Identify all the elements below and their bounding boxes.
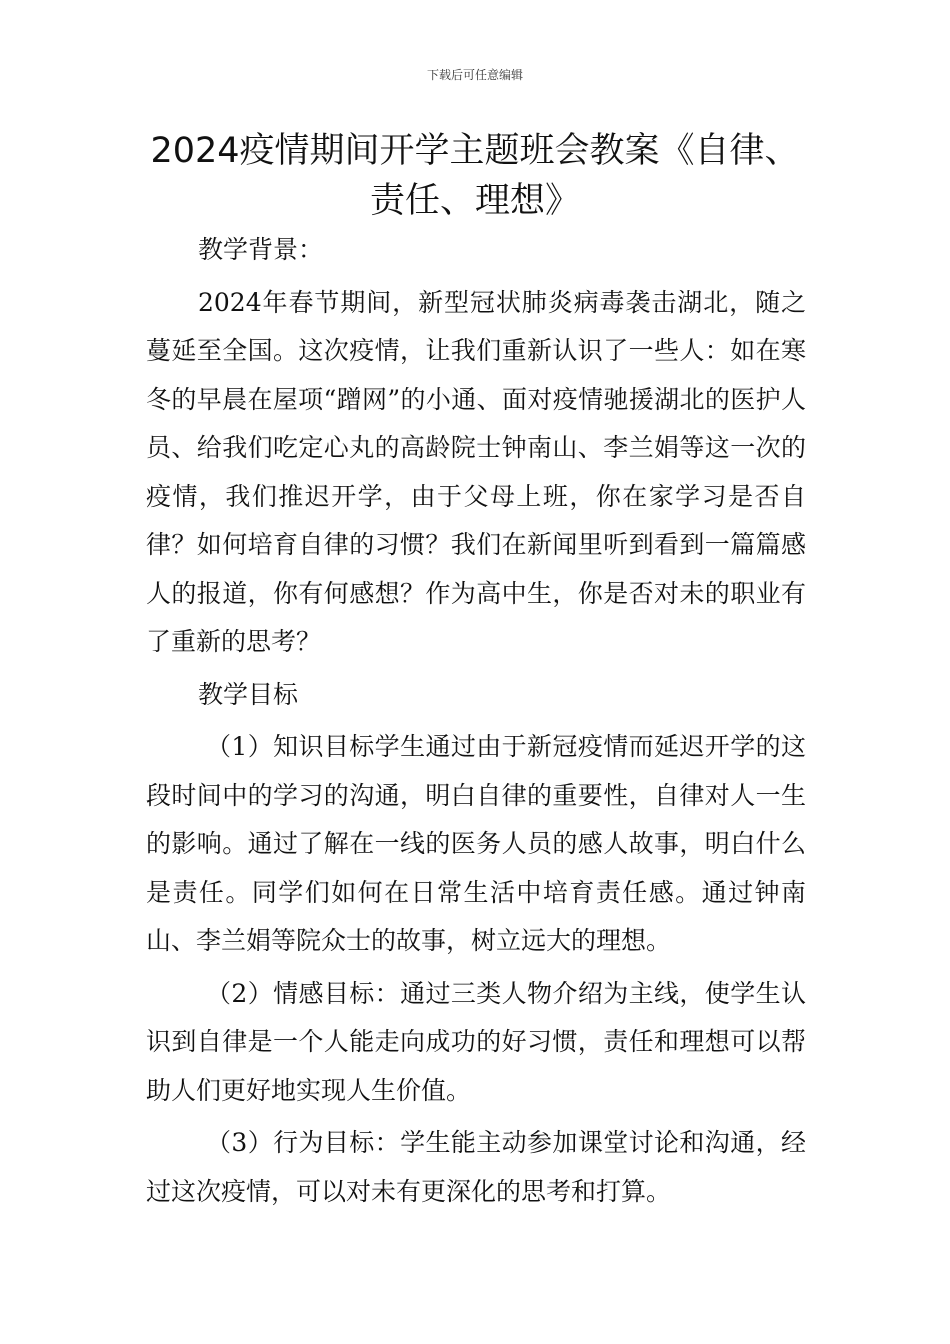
objective-knowledge-paragraph: （1）知识目标学生通过由于新冠疫情而延迟开学的这段时间中的学习的沟通，明白自律的重要性，自律对人一生的影响。通过了解在一线的医务人员的感人故事，明白什么是责任。同学们如何在日常生活中培育责任感。通过钟南山、李兰娟等院众士的故事，树立远大的理想。 bbox=[146, 732, 806, 955]
section-heading-background: 教学背景： bbox=[198, 235, 324, 264]
document-title: 2024疫情期间开学主题班会教案《自律、责任、理想》 bbox=[150, 131, 800, 221]
background-paragraph: 2024年春节期间，新型冠状肺炎病毒袭击湖北，随之蔓延至全国。这次疫情，让我们重新认识了一些人：如在寒冬的早晨在屋项“蹭网”的小通、面对疫情驰援湖北的医护人员、给我们吃定心丸的高龄院士钟南山、李兰娟等这一次的疫情，我们推迟开学，由于父母上班，你在家学习是否自律？如何培育自律的习惯？我们在新闻里听到看到一篇篇感人的报道，你有何感想？作为高中生，你是否对未的职业有了重新的思考？ bbox=[146, 287, 806, 656]
objective-behavior-paragraph: （3）行为目标：学生能主动参加课堂讨论和沟通，经过这次疫情，可以对未有更深化的思考和打算。 bbox=[146, 1128, 806, 1206]
objective-emotion-paragraph: （2）情感目标：通过三类人物介绍为主线，使学生认识到自律是一个人能走向成功的好习惯，责任和理想可以帮助人们更好地实现人生价值。 bbox=[146, 978, 806, 1105]
header-note: 下载后可任意编辑 bbox=[426, 68, 523, 82]
document-body bbox=[146, 226, 806, 1216]
section-heading-objectives: 教学目标 bbox=[198, 679, 299, 709]
